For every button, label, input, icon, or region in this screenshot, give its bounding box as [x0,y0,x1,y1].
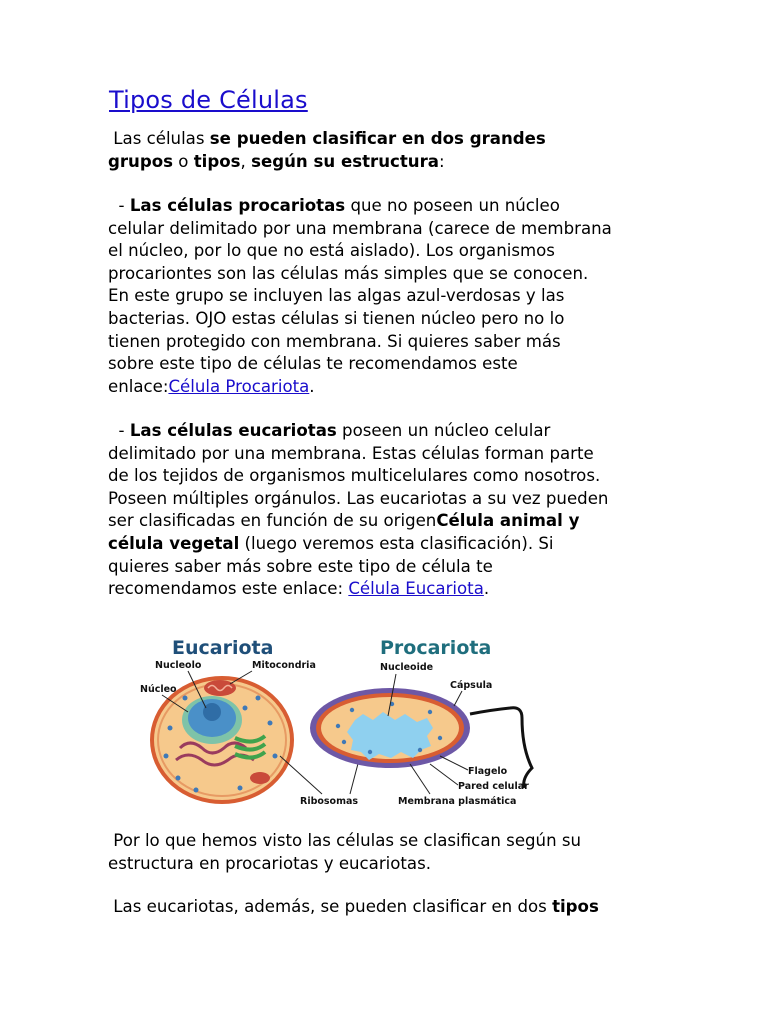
procariotas-heading: Las células procariotas [129,196,346,215]
procariota-link[interactable]: Célula Procariota [168,376,310,396]
intro-paragraph [108,128,668,173]
text-line: tienen protegido con membrana. Si quieres saber más [108,331,561,351]
eukaryotic-cell [152,678,292,802]
text-line: ser clasificadas en función de su origen [108,511,437,531]
text-line: (luego veremos esta clasificación). Si [239,533,554,553]
label-nucleo: Núcleo [140,684,177,695]
text-line: estructura en procariotas y eucariotas. [108,853,432,873]
eucariota-link[interactable]: Célula Eucariota [348,579,484,599]
cell-diagram-svg [140,628,560,813]
page-title[interactable]: Tipos de Células [109,86,308,114]
text-line: Las eucariotas, además, se pueden clasificar en dos [113,897,553,916]
intro-bold-estructura: según su estructura [251,151,439,171]
label-flagelo: Flagelo [468,766,508,777]
text-line: delimitado por una membrana. Estas células forman parte [108,443,594,463]
text-line: . [309,376,315,396]
celula-vegetal-bold: célula vegetal [108,533,240,553]
label-membrana-plasmatica: Membrana plasmática [398,796,517,807]
text-line: . [483,579,490,599]
tipos-bold: tipos [552,897,599,916]
last-paragraph [108,896,668,919]
text-line: celular delimitado por una membrana (carece de membrana [108,218,612,238]
text-line: quieres saber más sobre este tipo de célula te [108,556,493,576]
text-line: En este grupo se incluyen las algas azul-verdosas y las [108,286,565,306]
text-line: sobre este tipo de células te recomendamos este [108,354,518,374]
text-line: Por lo que hemos visto las células se clasifican según su [113,831,582,850]
text-line: Poseen múltiples orgánulos. Las eucariotas a su vez pueden [108,488,609,508]
label-nucleolo: Nucleolo [155,660,202,671]
intro-text: , [240,151,252,171]
procariota-heading: Procariota [380,637,492,659]
bullet-dash: - [113,196,130,215]
intro-text: : [438,151,445,171]
text-line: procariontes son las células más simples que se conocen. [108,263,589,283]
text-line: de los tejidos de organismos multicelulares como nosotros. [108,466,601,486]
procariotas-paragraph [108,195,668,398]
eucariotas-heading: Las células eucariotas [129,421,337,440]
intro-bold-text: se pueden clasificar en dos grandes [209,129,546,148]
celula-animal-bold: Célula animal y [436,511,580,531]
text-line: que no poseen un núcleo [345,196,560,215]
label-ribosomas: Ribosomas [300,796,359,807]
intro-bold-tipos: tipos [193,151,241,171]
conclusion-paragraph [108,830,668,875]
cell-diagram [140,628,560,813]
label-mitocondria: Mitocondria [252,660,316,671]
intro-bold-grupos: grupos [108,151,174,171]
label-pared-celular: Pared celular [458,781,529,792]
text-line: enlace: [108,376,169,396]
bullet-dash: - [113,421,130,440]
intro-text: o [173,151,194,171]
eucariotas-paragraph [108,420,668,601]
text-line: recomendamos este enlace: [108,579,349,599]
eucariota-heading: Eucariota [172,637,274,659]
intro-text: Las células [113,129,210,148]
text-line: bacterias. OJO estas células si tienen núcleo pero no lo [108,308,565,328]
label-capsula: Cápsula [450,680,493,691]
text-line: poseen un núcleo celular [336,421,551,440]
label-nucleoide: Nucleoide [380,662,434,673]
text-line: el núcleo, por lo que no está aislado). Los organismos [108,241,555,261]
